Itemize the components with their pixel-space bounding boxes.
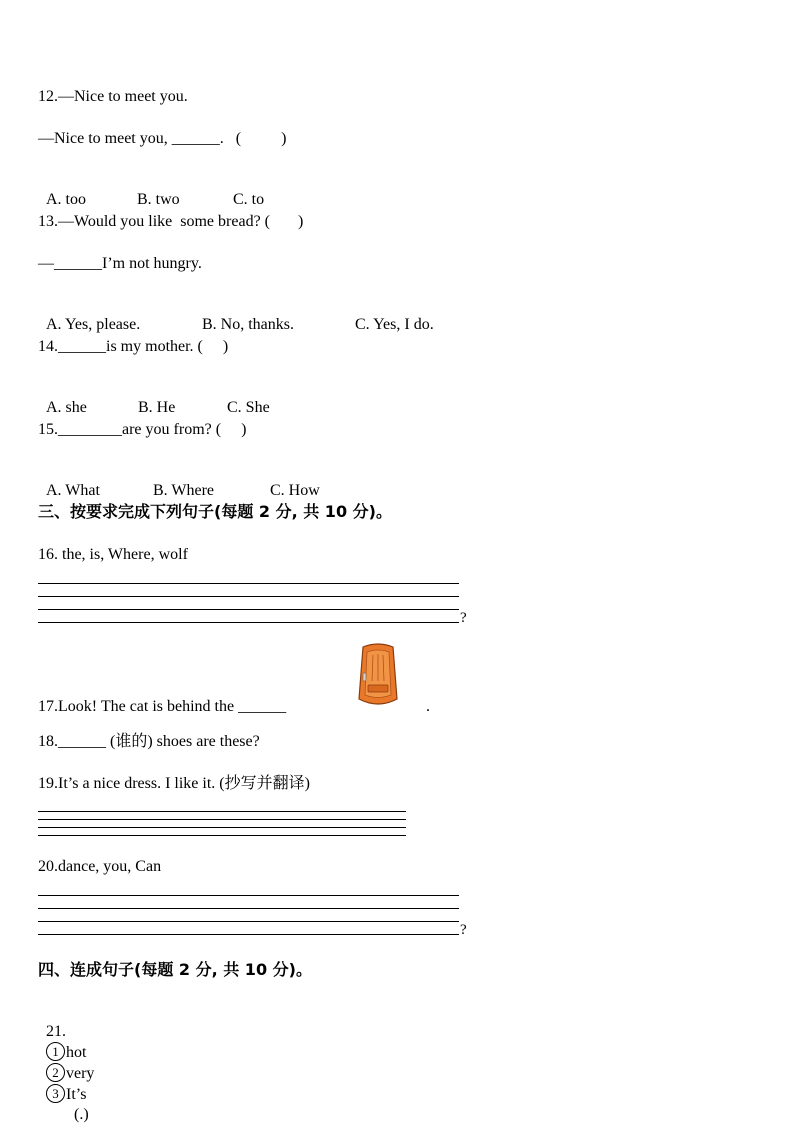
q21-words <box>38 1002 94 1125</box>
answer-line <box>38 622 459 623</box>
q13-options <box>38 295 434 335</box>
q14-options <box>38 378 270 418</box>
q19-sentence: 19.It’s a nice dress. I like it. (抄写并翻译) <box>38 775 310 792</box>
circled-number-3: 3 <box>46 1084 65 1103</box>
q17-period: . <box>426 698 430 715</box>
q14-option-c[interactable]: C. She <box>227 399 270 416</box>
answer-line <box>38 827 406 828</box>
q17-sentence: 17.Look! The cat is behind the ______ <box>38 698 287 715</box>
q15-question: 15.________are you from? ( ) <box>38 421 247 438</box>
answer-line <box>38 921 459 922</box>
q13-response: —______I’m not hungry. <box>38 255 202 272</box>
q12-question: 12.—Nice to meet you. <box>38 88 188 105</box>
q21-word-hot: hot <box>66 1044 87 1061</box>
q12-option-b[interactable]: B. two <box>137 191 180 208</box>
circled-number-2: 2 <box>46 1063 65 1082</box>
answer-line <box>38 835 406 836</box>
q21-word-very: very <box>66 1065 95 1082</box>
circled-number-1: 1 <box>46 1042 65 1061</box>
q20-prompt: 20.dance, you, Can <box>38 858 162 875</box>
section-4-heading: 四、连成句子(每题 2 分, 共 10 分)。 <box>38 960 312 979</box>
answer-line <box>38 934 459 935</box>
q12-response: —Nice to meet you, ______. ( ) <box>38 130 287 147</box>
q16-prompt: 16. the, is, Where, wolf <box>38 546 188 563</box>
q12-options <box>38 170 264 210</box>
q15-option-c[interactable]: C. How <box>270 482 320 499</box>
answer-line <box>38 819 406 820</box>
q12-option-a[interactable]: A. too <box>46 191 86 208</box>
section-3-heading: 三、按要求完成下列句子(每题 2 分, 共 10 分)。 <box>38 502 392 521</box>
q15-option-a[interactable]: A. What <box>46 482 100 499</box>
q13-option-b[interactable]: B. No, thanks. <box>202 316 294 333</box>
answer-line <box>38 609 459 610</box>
q20-question-mark: ? <box>460 922 467 938</box>
q15-option-b[interactable]: B. Where <box>153 482 215 499</box>
answer-line <box>38 596 459 597</box>
answer-line <box>38 811 406 812</box>
q14-option-b[interactable]: B. He <box>138 399 176 416</box>
cabinet-icon <box>357 643 399 707</box>
q13-question: 13.—Would you like some bread? ( ) <box>38 213 304 230</box>
q13-option-c[interactable]: C. Yes, I do. <box>355 316 434 333</box>
q12-option-c[interactable]: C. to <box>233 191 265 208</box>
q16-question-mark: ? <box>460 610 467 626</box>
q14-option-a[interactable]: A. she <box>46 399 87 416</box>
q21-number: 21. <box>46 1023 66 1040</box>
answer-line <box>38 895 459 896</box>
answer-line <box>38 583 459 584</box>
answer-line <box>38 908 459 909</box>
q14-question: 14.______is my mother. ( ) <box>38 338 229 355</box>
q21-word-its: It’s <box>66 1086 87 1103</box>
q18-sentence: 18.______ (谁的) shoes are these? <box>38 733 260 750</box>
q15-options <box>38 461 320 501</box>
q13-option-a[interactable]: A. Yes, please. <box>46 316 141 333</box>
q21-end-mark: (.) <box>74 1106 89 1123</box>
